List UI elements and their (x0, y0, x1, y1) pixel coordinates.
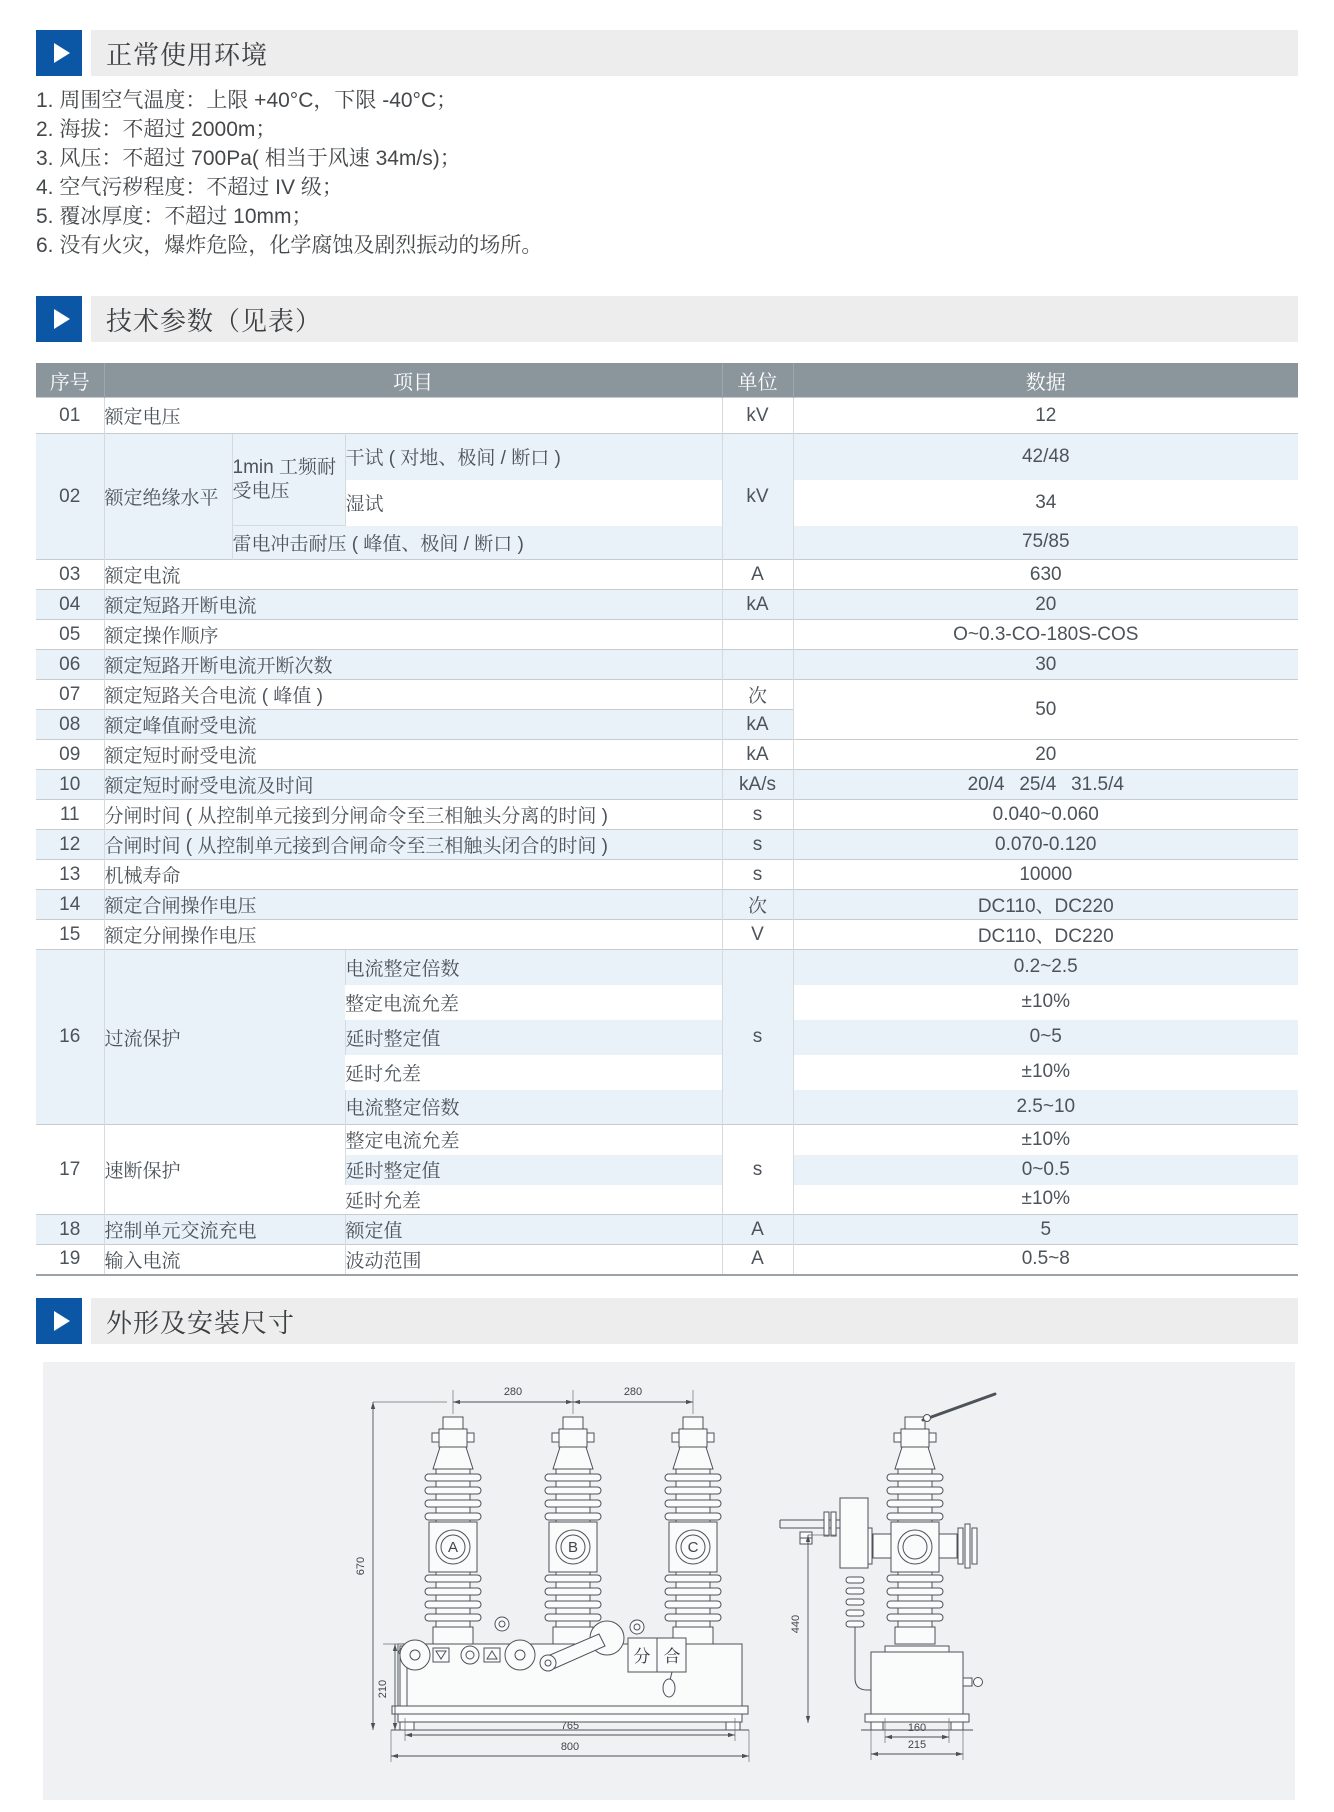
environment-item: 4. 空气污秽程度：不超过 IV 级； (36, 176, 343, 199)
dim-side-width-inner: 160 (907, 1722, 927, 1734)
cell-item: 额定短路开断电流 (104, 590, 722, 620)
cell-item: 机械寿命 (104, 860, 722, 890)
table-row-17a (36, 1125, 1298, 1155)
cell-data: 0.2~2.5 (793, 950, 1298, 985)
cell-data: 20 (793, 590, 1298, 620)
cell-data: DC110、DC220 (793, 920, 1298, 950)
cell-no: 03 (36, 560, 104, 590)
section-title-environment: 正常使用环境 (91, 30, 1298, 76)
cell-item: 分闸时间 ( 从控制单元接到分闸命令至三相触头分离的时间 ) (104, 800, 722, 830)
cell-no: 18 (36, 1215, 104, 1245)
cell-no: 17 (36, 1125, 104, 1215)
play-icon (36, 1298, 82, 1344)
table-row-16a (36, 950, 1298, 985)
dim-base-height: 210 (377, 1679, 389, 1699)
cell-unit: 次 (722, 890, 793, 920)
cell-unit: kV (722, 398, 793, 434)
section-header-environment (36, 30, 1298, 76)
open-label: 分 (633, 1647, 651, 1666)
table-row-03 (36, 560, 1298, 590)
cell-data: 10000 (793, 860, 1298, 890)
table-header-row (36, 363, 1298, 398)
section-title-dimensions: 外形及安装尺寸 (91, 1298, 1298, 1344)
cell-item: 额定操作顺序 (104, 620, 722, 650)
cell-item: 过流保护 (104, 950, 345, 1125)
cell-no: 11 (36, 800, 104, 830)
cell-data: 20/4 25/4 31.5/4 (793, 770, 1298, 800)
cell-unit: s (722, 950, 793, 1125)
cell-data: 0.070-0.120 (793, 830, 1298, 860)
pole-b (545, 1417, 601, 1644)
cell-item: 额定电流 (104, 560, 722, 590)
cell-item: 额定短时耐受电流及时间 (104, 770, 722, 800)
environment-item: 6. 没有火灾，爆炸危险，化学腐蚀及剧烈振动的场所。 (36, 234, 543, 257)
cell-item: 合闸时间 ( 从控制单元接到合闸命令至三相触头闭合的时间 ) (104, 830, 722, 860)
cell-no: 07 (36, 680, 104, 710)
table-row-13 (36, 860, 1298, 890)
cell-item: 额定短路开断电流开断次数 (104, 650, 722, 680)
environment-item: 1. 周围空气温度：上限 +40°C，下限 -40°C； (36, 89, 458, 112)
cell-sub-item: 延时允差 (345, 1055, 722, 1090)
cell-unit (722, 650, 793, 680)
table-row-05 (36, 620, 1298, 650)
cell-sub-item: 额定值 (345, 1215, 722, 1245)
cell-sub-item: 整定电流允差 (345, 985, 722, 1020)
cell-item: 额定短路关合电流 ( 峰值 ) (104, 680, 722, 710)
cell-item: 额定绝缘水平 (104, 434, 232, 560)
cell-data: 20 (793, 740, 1298, 770)
play-icon (36, 296, 82, 342)
cell-unit: kA (722, 740, 793, 770)
cell-no: 15 (36, 920, 104, 950)
table-row-06 (36, 650, 1298, 680)
cell-sub-item: 延时整定值 (345, 1020, 722, 1055)
dim-side-width-outer: 215 (907, 1739, 927, 1751)
table-row-01 (36, 398, 1298, 434)
cell-data: 630 (793, 560, 1298, 590)
dimension-drawing (43, 1362, 1295, 1800)
cell-data: 0~0.5 (793, 1155, 1298, 1185)
cell-data: 0.040~0.060 (793, 800, 1298, 830)
cell-item: 速断保护 (104, 1125, 345, 1215)
pole-label-c: C (687, 1539, 699, 1556)
cell-data-merged: 50 (793, 680, 1298, 740)
header-no: 序号 (36, 363, 104, 398)
cell-sub-item: 电流整定倍数 (345, 1090, 722, 1125)
cell-data: 2.5~10 (793, 1090, 1298, 1125)
cell-freq-withstand: 1min 工频耐受电压 (232, 434, 345, 526)
close-label: 合 (663, 1647, 681, 1666)
environment-list (36, 86, 1136, 260)
cell-unit: kA (722, 710, 793, 740)
cell-no: 12 (36, 830, 104, 860)
table-row-11 (36, 800, 1298, 830)
cell-unit: kV (722, 434, 793, 560)
table-row-04 (36, 590, 1298, 620)
cell-item: 额定分闸操作电压 (104, 920, 722, 950)
cell-sub-item: 湿试 (345, 480, 722, 526)
cell-unit: kA/s (722, 770, 793, 800)
table-row-18 (36, 1215, 1298, 1245)
table-row-09 (36, 740, 1298, 770)
table-row-07 (36, 680, 1298, 710)
cell-sub-item: 波动范围 (345, 1245, 722, 1275)
pole-c (665, 1417, 721, 1644)
cell-item: 输入电流 (104, 1245, 345, 1275)
dim-pole-spacing-1: 280 (503, 1386, 523, 1398)
cell-data: 75/85 (793, 526, 1298, 560)
sensor-box (840, 1498, 868, 1568)
cell-no: 01 (36, 398, 104, 434)
cell-unit: s (722, 830, 793, 860)
header-data: 数据 (793, 363, 1298, 398)
cell-data: O~0.3-CO-180S-COS (793, 620, 1298, 650)
cell-no: 19 (36, 1245, 104, 1275)
environment-item: 3. 风压：不超过 700Pa( 相当于风速 34m/s)； (36, 147, 461, 170)
cell-data: ±10% (793, 1185, 1298, 1215)
environment-item: 2. 海拔：不超过 2000m； (36, 118, 277, 141)
section-title-parameters: 技术参数（见表） (91, 296, 1298, 342)
cell-item: 控制单元交流充电 (104, 1215, 345, 1245)
cell-data: 5 (793, 1215, 1298, 1245)
cell-no: 08 (36, 710, 104, 740)
cell-unit: kA (722, 590, 793, 620)
cell-no: 16 (36, 950, 104, 1125)
table-row-19 (36, 1245, 1298, 1275)
header-unit: 单位 (722, 363, 793, 398)
cell-no: 09 (36, 740, 104, 770)
cell-unit: A (722, 1215, 793, 1245)
cell-data: 12 (793, 398, 1298, 434)
cell-unit: V (722, 920, 793, 950)
drawing-panel (43, 1362, 1295, 1800)
cell-data: ±10% (793, 985, 1298, 1020)
pole-label-a: A (447, 1539, 459, 1556)
play-icon (36, 30, 82, 76)
cell-unit: s (722, 1125, 793, 1215)
cell-item: 额定电压 (104, 398, 722, 434)
header-item: 项目 (104, 363, 722, 398)
pole-a (425, 1417, 481, 1644)
cell-item: 额定峰值耐受电流 (104, 710, 722, 740)
cell-data: 42/48 (793, 434, 1298, 480)
cell-sub-item: 电流整定倍数 (345, 950, 722, 985)
table-row-12 (36, 830, 1298, 860)
dim-total-height: 670 (355, 1556, 367, 1576)
cell-no: 04 (36, 590, 104, 620)
cell-sub-item: 延时整定值 (345, 1155, 722, 1185)
table-row-15 (36, 920, 1298, 950)
cell-data: 0~5 (793, 1020, 1298, 1055)
cell-unit (722, 620, 793, 650)
table-row-02a (36, 434, 1298, 480)
cell-unit: A (722, 1245, 793, 1275)
table-row-14 (36, 890, 1298, 920)
cell-no: 10 (36, 770, 104, 800)
front-view (355, 1386, 749, 1762)
cell-data: ±10% (793, 1055, 1298, 1090)
cell-data: 0.5~8 (793, 1245, 1298, 1275)
section-header-parameters (36, 296, 1298, 342)
cell-sub-item: 整定电流允差 (345, 1125, 722, 1155)
side-tank (871, 1652, 963, 1714)
dim-pole-spacing-2: 280 (623, 1386, 643, 1398)
parameters-table (36, 363, 1298, 1276)
cell-sub-item: 雷电冲击耐压 ( 峰值、极间 / 断口 ) (232, 526, 722, 560)
cell-no: 06 (36, 650, 104, 680)
dim-side-height: 440 (790, 1614, 802, 1634)
cell-sub-item: 干试 ( 对地、极间 / 断口 ) (345, 434, 722, 480)
cell-data: 30 (793, 650, 1298, 680)
cell-item: 额定合闸操作电压 (104, 890, 722, 920)
side-view (780, 1394, 995, 1760)
table-row-10 (36, 770, 1298, 800)
cell-item: 额定短时耐受电流 (104, 740, 722, 770)
cell-unit: 次 (722, 680, 793, 710)
cell-data: DC110、DC220 (793, 890, 1298, 920)
cell-unit: A (722, 560, 793, 590)
cell-unit: s (722, 860, 793, 890)
cell-data: 34 (793, 480, 1298, 526)
cell-no: 02 (36, 434, 104, 560)
side-pole (887, 1417, 943, 1644)
control-cable (855, 1627, 873, 1690)
cell-unit: s (722, 800, 793, 830)
environment-item: 5. 覆冰厚度：不超过 10mm； (36, 205, 313, 228)
dim-width-outer: 800 (560, 1741, 580, 1753)
section-header-dimensions (36, 1298, 1298, 1344)
cell-no: 14 (36, 890, 104, 920)
cell-no: 05 (36, 620, 104, 650)
cell-sub-item: 延时允差 (345, 1185, 722, 1215)
cell-data: ±10% (793, 1125, 1298, 1155)
pole-label-b: B (567, 1539, 579, 1556)
dim-width-inner: 765 (560, 1720, 580, 1732)
cell-no: 13 (36, 860, 104, 890)
